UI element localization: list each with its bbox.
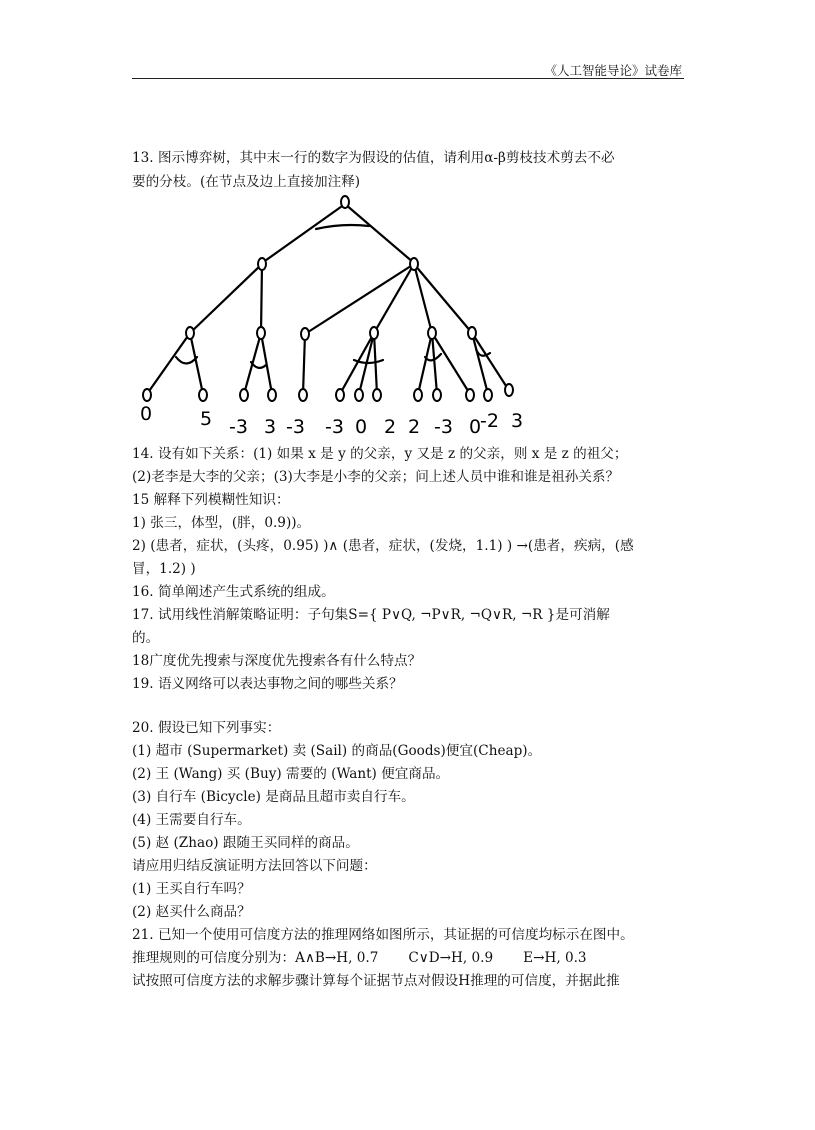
q21-rule-3: E→H, 0.3 [523, 950, 587, 966]
q20-line8: (1) 王买自行车吗？ [132, 881, 251, 897]
q20-line4: (3) 自行车 (Bicycle) 是商品且超市卖自行车。 [132, 789, 415, 805]
q15-line2: 1) 张三，体型，(胖，0.9))。 [132, 515, 311, 531]
q17-line1: 17. 试用线性消解策略证明：子句集S={ P∨Q, ¬P∨R, ¬Q∨R, ¬R }是可消解 [132, 607, 610, 623]
leaf-value: 3 [264, 416, 277, 438]
header-title: 《人工智能导论》试卷库 [544, 63, 682, 78]
q20-line5: (4) 王需要自行车。 [132, 812, 251, 828]
game-tree-diagram [132, 190, 552, 440]
leaf-value: -3 [434, 416, 453, 438]
leaf-value: 3 [511, 410, 524, 432]
q21-rule-2: C∨D→H, 0.9 [408, 950, 494, 966]
q13-line2: 要的分枝。(在节点及边上直接加注释) [132, 174, 361, 190]
q21-rules-prefix: 推理规则的可信度分别为： [132, 950, 296, 966]
q20-line6: (5) 赵 (Zhao) 跟随王买同样的商品。 [132, 835, 359, 851]
q18-line1: 18广度优先搜索与深度优先搜索各有什么特点？ [132, 653, 422, 669]
leaf-value: -3 [229, 416, 248, 438]
q14-line1: 14. 设有如下关系：(1) 如果 x 是 y 的父亲，y 又是 z 的父亲，则 x 是 z 的祖父； [132, 446, 628, 462]
leaf-value: 2 [408, 416, 421, 438]
leaf-value: -3 [286, 416, 305, 438]
q21-line2 [132, 948, 587, 968]
q20-line2: (1) 超市 (Supermarket) 卖 (Sail) 的商品(Goods)便宜(Cheap)。 [132, 743, 542, 759]
leaf-value: -2 [480, 410, 499, 432]
leaf-value: -3 [325, 416, 344, 438]
arc-root [316, 225, 369, 229]
q20-line9: (2) 赵买什么商品？ [132, 904, 251, 920]
edge-root-right [345, 204, 414, 263]
edge-root-left [262, 204, 345, 263]
q20-line7: 请应用归结反演证明方法回答以下问题： [132, 858, 377, 874]
q16-line1: 16. 简单阐述产生式系统的组成。 [132, 584, 335, 600]
leaf-value: 0 [355, 416, 368, 438]
leaf-value: 5 [200, 408, 213, 430]
q20-line1: 20. 假设已知下列事实： [132, 720, 281, 736]
page-header [132, 60, 684, 79]
leaf-value: 0 [469, 416, 482, 438]
q15-line1: 15 解释下列模糊性知识： [132, 492, 290, 508]
q13-line1: 13. 图示博弈树，其中末一行的数字为假设的估值，请利用α-β剪枝技术剪去不必 [132, 150, 615, 166]
q19-line1: 19. 语义网络可以表达事物之间的哪些关系？ [132, 676, 403, 692]
q15-line3: 2) (患者，症状，(头疼，0.95) )∧ (患者，症状，(发烧，1.1) ) →(患者，疾病，(感 [132, 538, 634, 554]
q20-line3: (2) 王 (Wang) 买 (Buy) 需要的 (Want) 便宜商品。 [132, 766, 450, 782]
q14-line2: (2)老李是大李的父亲；(3)大李是小李的父亲；问上述人员中谁和谁是祖孙关系？ [132, 469, 620, 485]
q15-line4: 冒，1.2) ) [132, 561, 196, 577]
q21-rule-1: A∧B→H, 0.7 [295, 950, 379, 966]
q21-line3: 试按照可信度方法的求解步骤计算每个证据节点对假设H推理的可信度，并据此推 [132, 973, 620, 989]
leaf-value: 2 [384, 416, 397, 438]
q21-line1: 21. 已知一个使用可信度方法的推理网络如图所示，其证据的可信度均标示在图中。 [132, 927, 634, 943]
leaf-value: 0 [140, 403, 153, 425]
q17-line2: 的。 [132, 630, 160, 646]
